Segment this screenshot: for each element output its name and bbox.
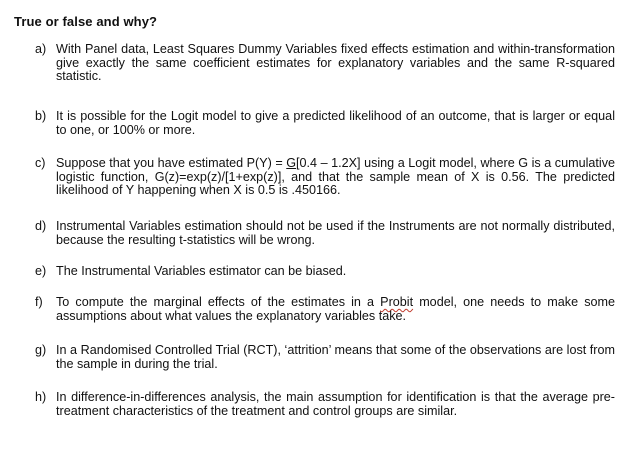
question-text-b: It is possible for the Logit model to give a predicted likelihood of an outcome, that is larger or equal to one, or 100% or more. <box>56 109 615 137</box>
question-item-d <box>35 220 615 247</box>
question-item-f <box>35 296 615 323</box>
question-text-f <box>56 296 615 323</box>
page-title: True or false and why? <box>14 14 158 29</box>
question-letter-f: f) <box>35 295 43 309</box>
question-text-f-part2: model, one needs to make some assumptions about what values the explanatory variables take. <box>56 295 615 323</box>
question-letter-b: b) <box>35 109 47 123</box>
question-text-c-g: G <box>286 156 297 170</box>
question-text-f-part1: To compute the marginal effects of the estimates in a <box>56 295 381 309</box>
question-text-h: In difference-in-differences analysis, the main assumption for identification is that the average pre-treatment characteristics of the treatment and control groups are similar. <box>56 390 615 418</box>
question-item-e <box>35 265 615 279</box>
question-letter-a: a) <box>35 42 47 56</box>
question-item-g <box>35 344 615 371</box>
question-item-a <box>35 43 615 84</box>
question-text-c-part1: Suppose that you have estimated P(Y) = <box>56 156 287 170</box>
question-item-b <box>35 110 615 137</box>
question-item-h <box>35 391 615 418</box>
question-letter-e: e) <box>35 264 47 278</box>
question-text-d: Instrumental Variables estimation should not be used if the Instruments are not normally distributed, because the resulting t-statistics will be wrong. <box>56 219 615 247</box>
question-letter-g: g) <box>35 343 47 357</box>
question-item-c <box>35 157 615 198</box>
question-letter-c: c) <box>35 156 46 170</box>
question-text-a: With Panel data, Least Squares Dummy Variables fixed effects estimation and within-transformation give exactly the same coefficient estimates for explanatory variables and the same R-squared statistic. <box>56 42 615 83</box>
question-text-e: The Instrumental Variables estimator can be biased. <box>56 264 347 278</box>
question-text-g: In a Randomised Controlled Trial (RCT), ‘attrition’ means that some of the observations are lost from the sample in during the trial. <box>56 343 615 371</box>
question-letter-h: h) <box>35 390 47 404</box>
question-text-c <box>56 157 615 198</box>
question-letter-d: d) <box>35 219 47 233</box>
question-text-c-part2: [0.4 – 1.2X] using a Logit model, where G is a cumulative logistic function, G(z)=exp(z)/[1+exp(z)], and that the sample mean of X is 0.56. The predicted likelihood of Y happening when X is 0.5 is .450166. <box>56 156 615 197</box>
spellcheck-word-probit: Probit <box>380 295 414 309</box>
